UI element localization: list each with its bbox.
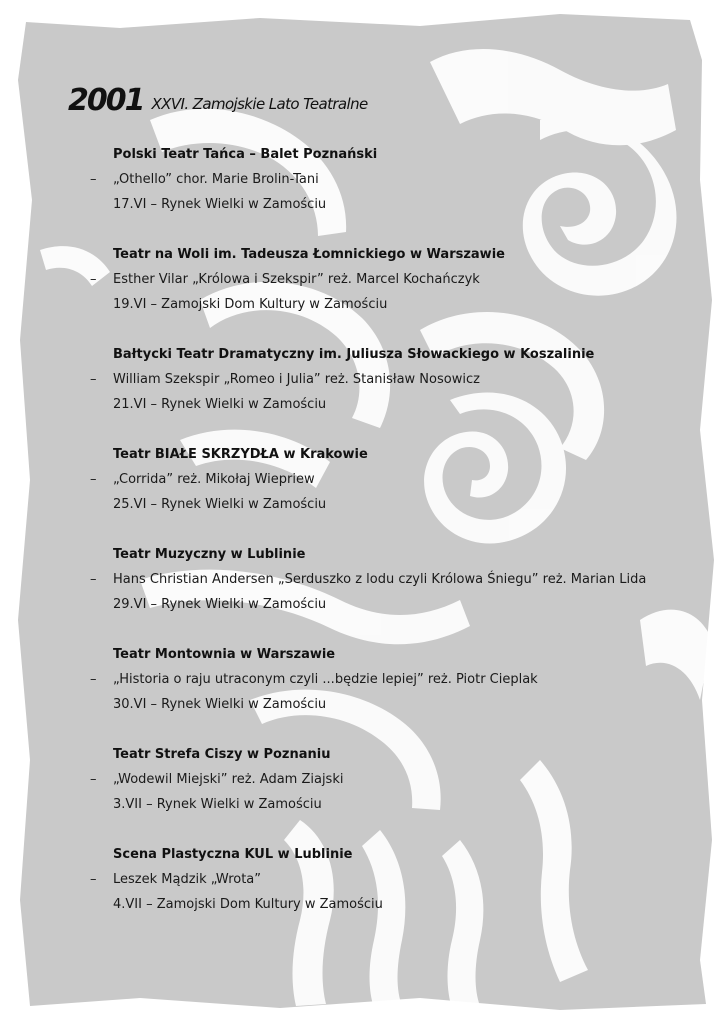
play-info: Esther Vilar „Królowa i Szekspir” reż. Marcel Kochańczyk [113,272,480,287]
play-info: „Wodewil Miejski” reż. Adam Ziajski [113,772,344,787]
list-dash: – [90,472,97,487]
date-venue: 21.VI – Rynek Wielki w Zamościu [113,397,327,412]
program-entry [0,546,724,626]
program-entry [0,446,724,526]
program-entry [0,846,724,926]
play-info: William Szekspir „Romeo i Julia” reż. Stanisław Nosowicz [113,372,480,387]
date-venue: 4.VII – Zamojski Dom Kultury w Zamościu [113,897,383,912]
list-dash: – [90,572,97,587]
theatre-name: Teatr BIAŁE SKRZYDŁA w Krakowie [113,447,368,462]
theatre-name: Teatr Strefa Ciszy w Poznaniu [113,747,331,762]
list-dash: – [90,172,97,187]
date-venue: 30.VI – Rynek Wielki w Zamościu [113,697,327,712]
theatre-name: Teatr Montownia w Warszawie [113,647,336,662]
festival-name: XXVI. Zamojskie Lato Teatralne [151,95,368,113]
play-info: Hans Christian Andersen „Serduszko z lodu czyli Królowa Śniegu” reż. Marian Lida [113,572,647,587]
festival-header [68,76,368,116]
date-venue: 3.VII – Rynek Wielki w Zamościu [113,797,322,812]
theatre-name: Polski Teatr Tańca – Balet Poznański [113,147,378,162]
play-info: Leszek Mądzik „Wrota” [113,872,262,887]
date-venue: 17.VI – Rynek Wielki w Zamościu [113,197,327,212]
festival-year: 2001 [68,83,144,118]
list-dash: – [90,872,97,887]
program-entry [0,146,724,226]
date-venue: 19.VI – Zamojski Dom Kultury w Zamościu [113,297,388,312]
theatre-name: Teatr Muzyczny w Lublinie [113,547,306,562]
program-entry [0,646,724,726]
play-info: „Historia o raju utraconym czyli ...będzie lepiej” reż. Piotr Cieplak [113,672,538,687]
list-dash: – [90,372,97,387]
theatre-name: Bałtycki Teatr Dramatyczny im. Juliusza Słowackiego w Koszalinie [113,347,595,362]
program-entry [0,346,724,426]
play-info: „Othello” chor. Marie Brolin-Tani [113,172,319,187]
list-dash: – [90,672,97,687]
list-dash: – [90,272,97,287]
theatre-name: Teatr na Woli im. Tadeusza Łomnickiego w Warszawie [113,247,505,262]
program-entry [0,246,724,326]
list-dash: – [90,772,97,787]
program-entry [0,746,724,826]
play-info: „Corrida” reż. Mikołaj Wiepriew [113,472,315,487]
theatre-name: Scena Plastyczna KUL w Lublinie [113,847,353,862]
date-venue: 29.VI – Rynek Wielki w Zamościu [113,597,327,612]
date-venue: 25.VI – Rynek Wielki w Zamościu [113,497,327,512]
